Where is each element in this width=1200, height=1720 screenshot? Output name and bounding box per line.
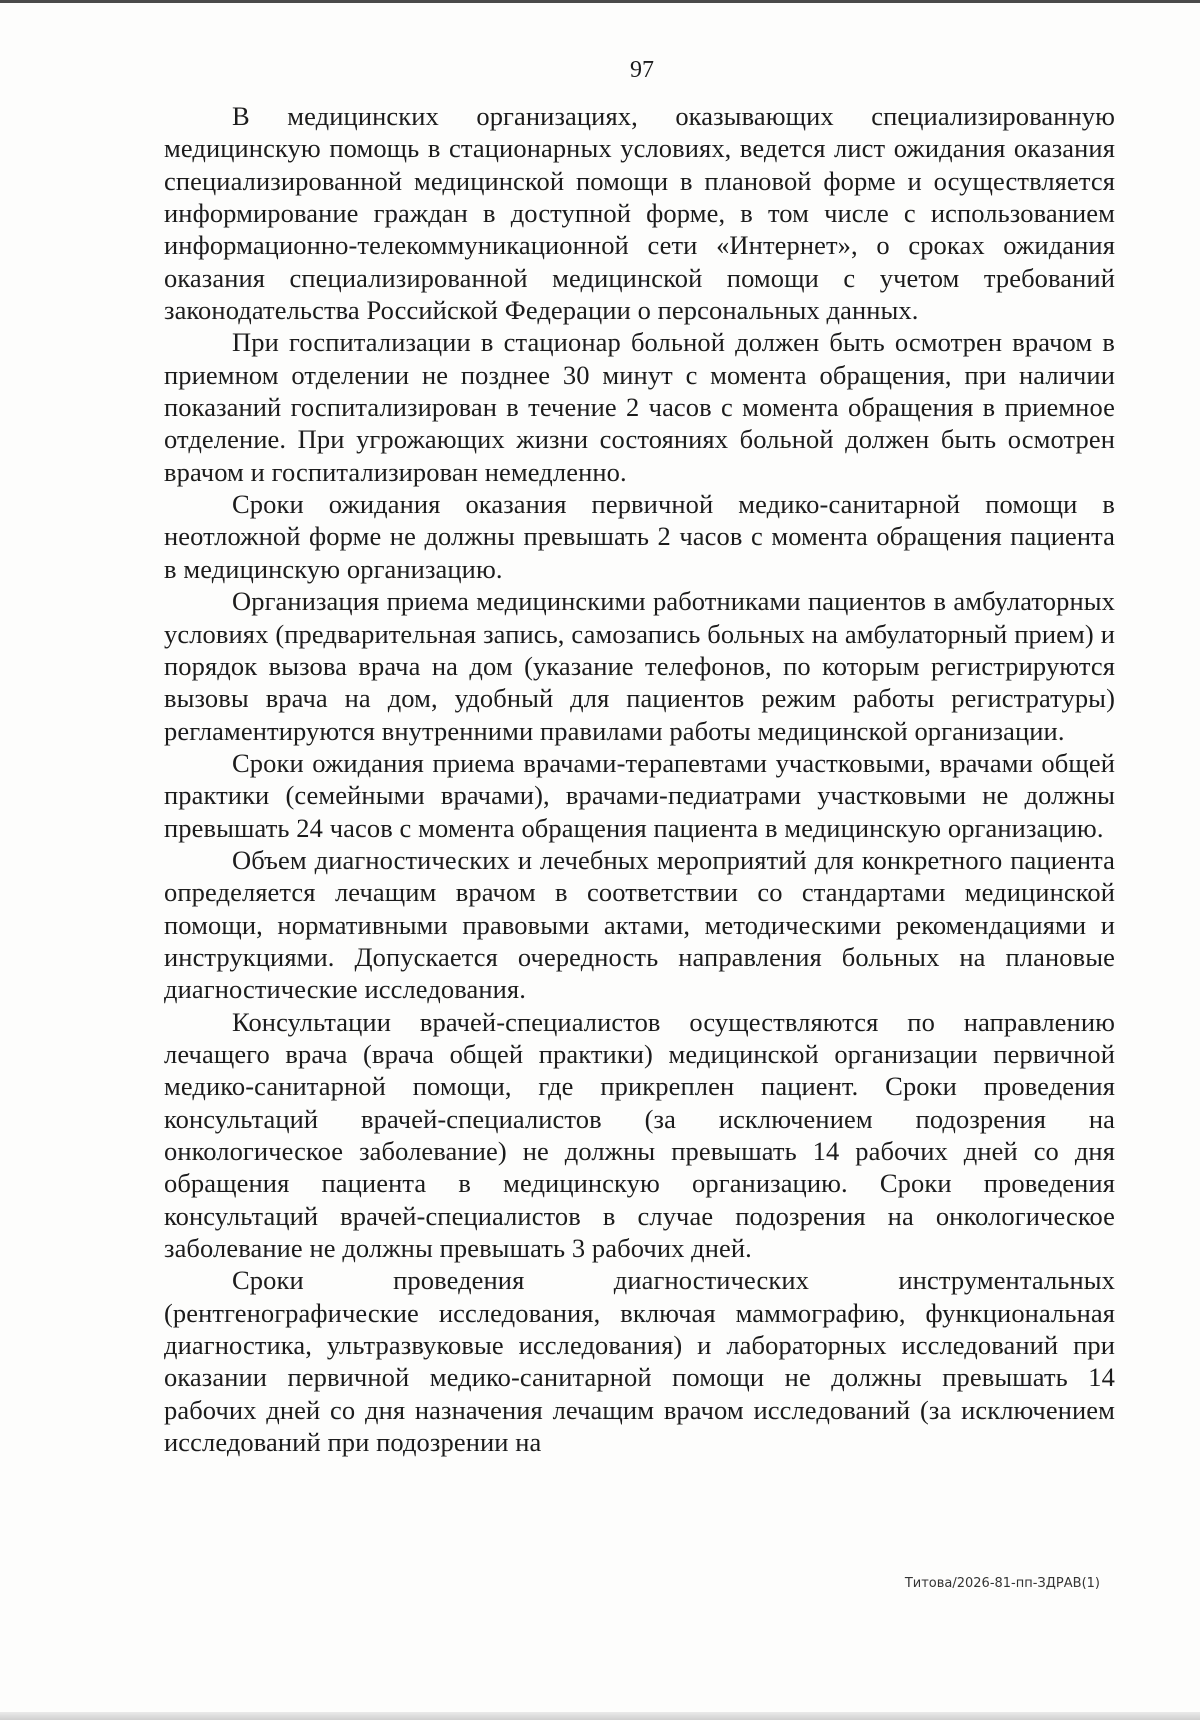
page-number: 97 — [630, 57, 654, 83]
paragraph-diagnostic-terms: Сроки проведения диагностических инструментальных (рентгенографические исследования, включая маммографию, функциональная диагностика, ультразвуковые исследования) и лабораторных исследований при оказании первичной медико-санитарной помощи не должны превышать 14 рабочих дней со дня назначения лечащим врачом исследований (за исключением исследований при подозрении на — [164, 1265, 1115, 1458]
scan-bottom-edge — [0, 1712, 1200, 1720]
paragraph-diagnostic-scope: Объем диагностических и лечебных мероприятий для конкретного пациента определяется лечащим врачом в соответствии со стандартами медицинской помощи, нормативными правовыми актами, методическими рекомендациями и инструкциями. Допускается очередность направления больных на плановые диагностические исследования. — [164, 844, 1115, 1005]
paragraph-therapist-waiting: Сроки ожидания приема врачами-терапевтами участковыми, врачами общей практики (семейными врачами), врачами-педиатрами участковыми не должны превышать 24 часов с момента обращения пациента в медицинскую организацию. — [164, 747, 1115, 843]
paragraph-specialist-consultations: Консультации врачей-специалистов осуществляются по направлению лечащего врача (врача общей практики) медицинской организации первичной медико-санитарной помощи, где прикреплен пациент. Сроки проведения консультаций врачей-специалистов (за исключением подозрения на онкологическое заболевание) не должны превышать 14 рабочих дней со дня обращения пациента в медицинскую организацию. Сроки проведения консультаций врачей-специалистов в случае подозрения на онкологическое заболевание не должны превышать 3 рабочих дней. — [164, 1006, 1115, 1264]
document-body — [164, 100, 1115, 1458]
paragraph-outpatient-reception: Организация приема медицинскими работниками пациентов в амбулаторных условиях (предварительная запись, самозапись больных на амбулаторный прием) и порядок вызова врача на дом (указание телефонов, по которым регистрируются вызовы врача на дом, удобный для пациентов режим работы регистратуры) регламентируются внутренними правилами работы медицинской организации. — [164, 586, 1115, 746]
scan-top-edge — [0, 0, 1200, 3]
paragraph-waiting-list: В медицинских организациях, оказывающих специализированную медицинскую помощь в стационарных условиях, ведется лист ожидания оказания специализированной медицинской помощи в плановой форме и осуществляется информирование граждан в доступной форме, в том числе с использованием информационно-телекоммуникационной сети «Интернет», о сроках ожидания оказания специализированной медицинской помощи с учетом требований законодательства Российской Федерации о персональных данных. — [164, 101, 1115, 326]
paragraph-hospitalization: При госпитализации в стационар больной должен быть осмотрен врачом в приемном отделении не позднее 30 минут с момента обращения, при наличии показаний госпитализирован в течение 2 часов с момента обращения в приемное отделение. При угрожающих жизни состояниях больной должен быть осмотрен врачом и госпитализирован немедленно. — [164, 327, 1115, 487]
document-footer-code: Титова/2026-81-пп-ЗДРАВ(1) — [904, 1576, 1100, 1591]
paragraph-urgent-care: Сроки ожидания оказания первичной медико-санитарной помощи в неотложной форме не должны превышать 2 часов с момента обращения пациента в медицинскую организацию. — [164, 489, 1115, 584]
